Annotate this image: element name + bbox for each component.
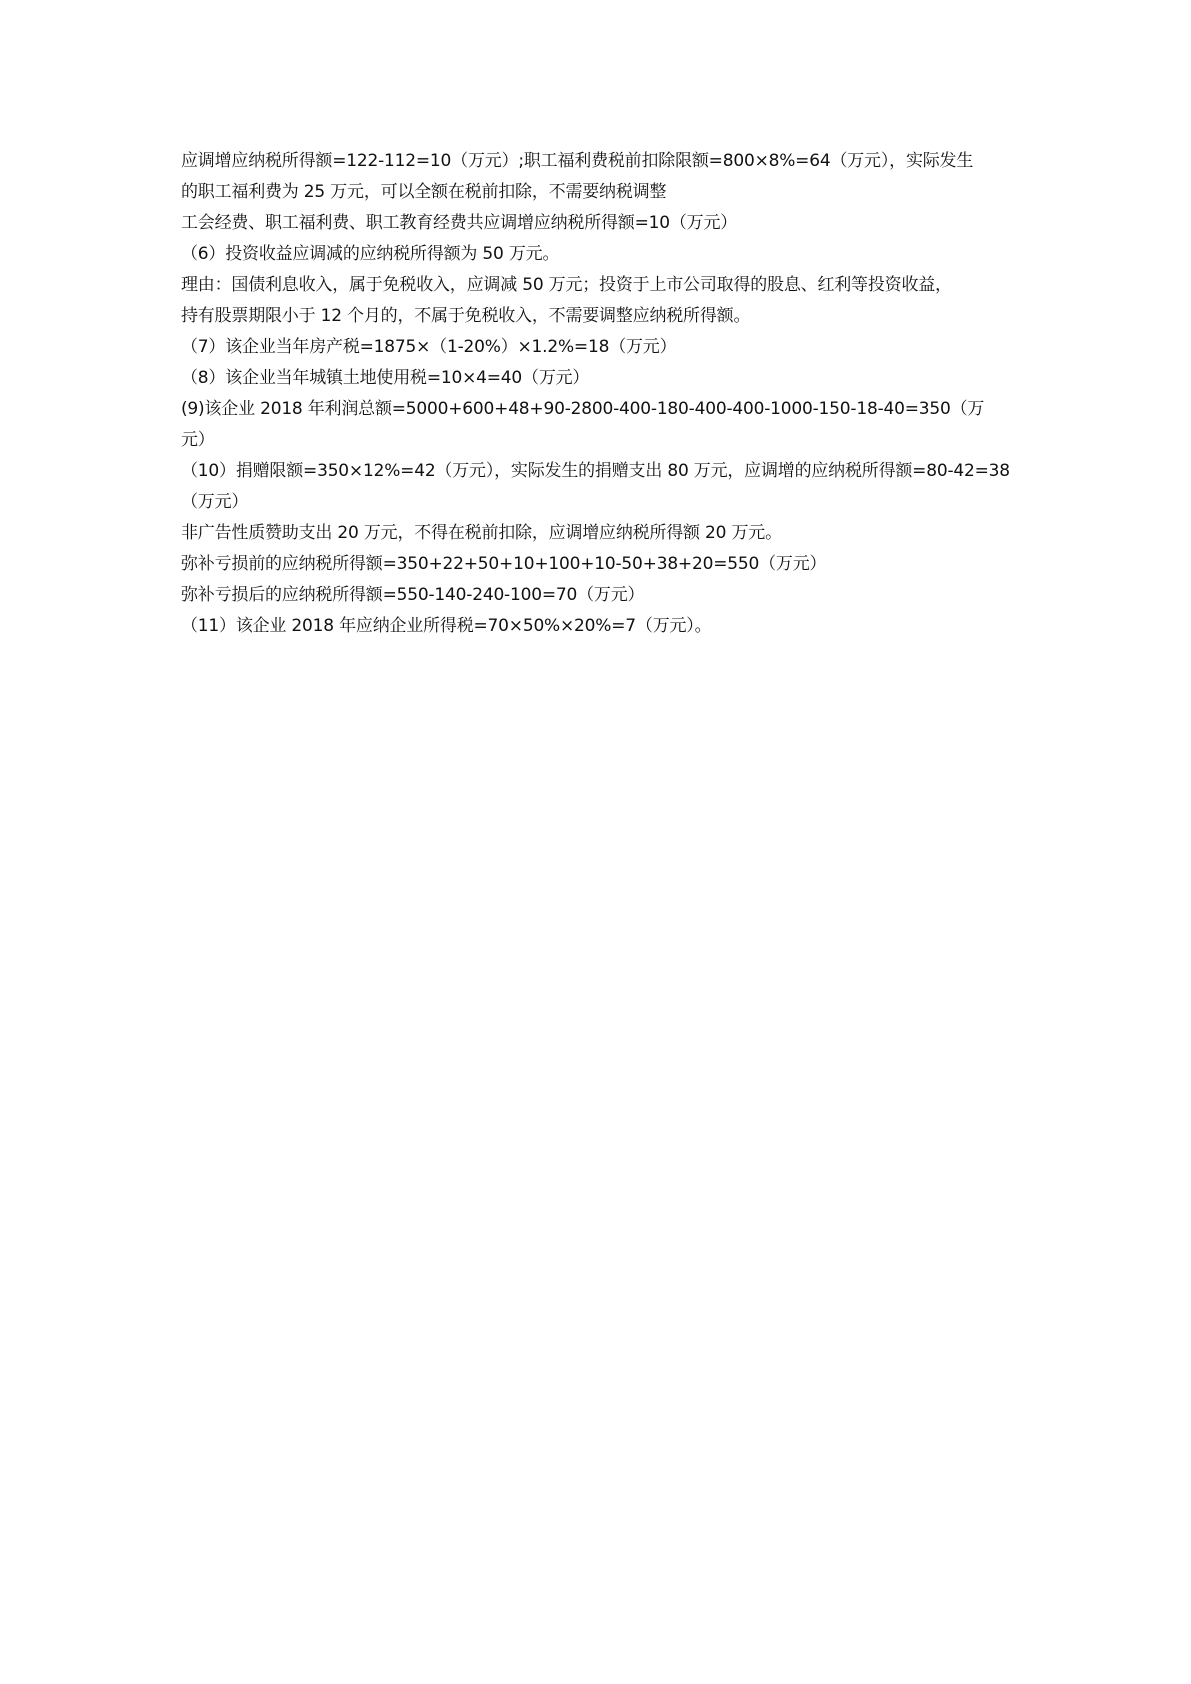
text-line: （11）该企业 2018 年应纳企业所得税=70×50%×20%=7（万元）。: [181, 616, 712, 636]
text-line: （8）该企业当年城镇土地使用税=10×4=40（万元）: [181, 368, 590, 388]
text-line: （7）该企业当年房产税=1875×（1-20%）×1.2%=18（万元）: [181, 337, 677, 357]
text-line: 元）: [181, 430, 215, 450]
text-line: 弥补亏损前的应纳税所得额=350+22+50+10+100+10-50+38+20=550（万元）: [181, 554, 827, 574]
text-line: 理由：国债利息收入，属于免税收入，应调减 50 万元；投资于上市公司取得的股息、红利等投资收益，: [181, 275, 952, 295]
text-line: （10）捐赠限额=350×12%=42（万元），实际发生的捐赠支出 80 万元，应调增的应纳税所得额=80-42=38: [181, 461, 1010, 481]
text-line: 的职工福利费为 25 万元，可以全额在税前扣除，不需要纳税调整: [181, 182, 667, 202]
document-body: [181, 146, 1021, 642]
text-line: 应调增应纳税所得额=122-112=10（万元）;职工福利费税前扣除限额=800×8%=64（万元），实际发生: [181, 151, 974, 171]
text-line: 非广告性质赞助支出 20 万元，不得在税前扣除，应调增应纳税所得额 20 万元。: [181, 523, 782, 543]
text-line: (9)该企业 2018 年利润总额=5000+600+48+90-2800-400-180-400-400-1000-150-18-40=350（万: [181, 399, 985, 419]
text-line: （6）投资收益应调减的应纳税所得额为 50 万元。: [181, 244, 560, 264]
text-line: 工会经费、职工福利费、职工教育经费共应调增应纳税所得额=10（万元）: [181, 213, 738, 233]
text-line: （万元）: [181, 492, 249, 512]
text-line: 持有股票期限小于 12 个月的，不属于免税收入，不需要调整应纳税所得额。: [181, 306, 751, 326]
text-line: 弥补亏损后的应纳税所得额=550-140-240-100=70（万元）: [181, 585, 645, 605]
